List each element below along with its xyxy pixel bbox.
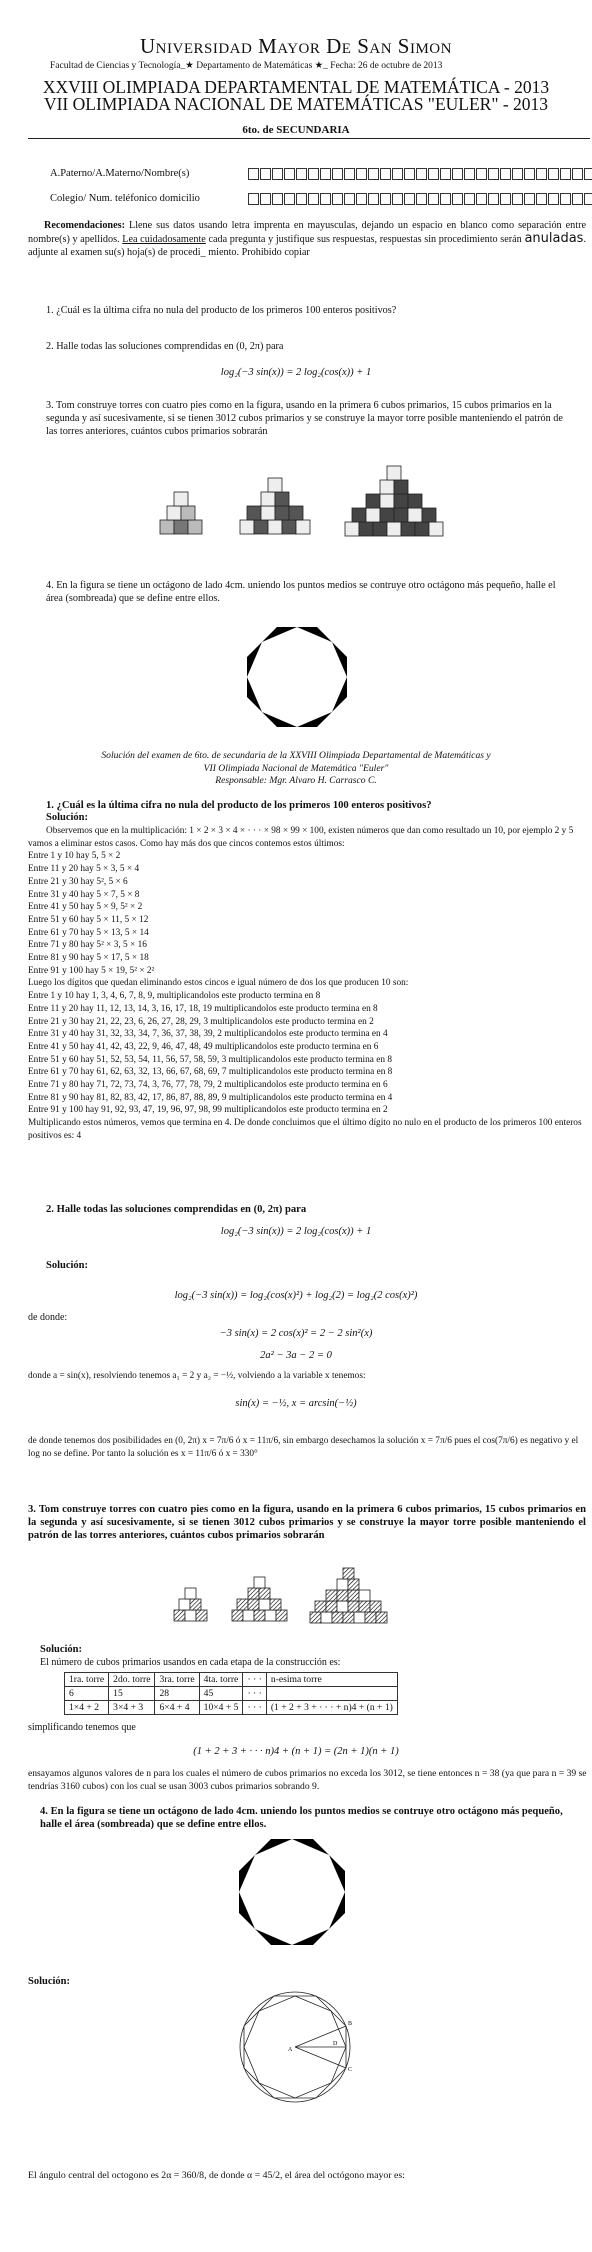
letter-box[interactable] — [296, 193, 307, 205]
table-row — [65, 1687, 398, 1701]
table-cell: 45 — [199, 1687, 243, 1701]
letter-box[interactable] — [416, 193, 427, 205]
letter-box[interactable] — [332, 168, 343, 180]
octagon-figure-2 — [237, 1837, 347, 1947]
sol3-label: Solución: — [40, 1644, 83, 1655]
question-1: 1. ¿Cuál es la última cifra no nula del producto de los primeros 100 enteros positivos? — [46, 305, 397, 316]
letter-box[interactable] — [440, 193, 451, 205]
letter-box[interactable] — [260, 193, 271, 205]
octagon-figure — [245, 625, 349, 729]
letter-box[interactable] — [320, 168, 331, 180]
table-cell: 15 — [109, 1687, 155, 1701]
letter-box[interactable] — [548, 193, 559, 205]
sol3-eq: (1 + 2 + 3 + · · · n)4 + (n + 1) = (2n + 1)(n + 1) — [193, 1746, 399, 1757]
sol2-sub: donde a = sin(x), resolviendo tenemos a₁ = 2 y a₂ = −½, volviendo a la variable x tenemos: — [28, 1371, 366, 1381]
letter-box[interactable] — [404, 193, 415, 205]
letter-box[interactable] — [488, 193, 499, 205]
letter-box[interactable] — [320, 193, 331, 205]
letter-box[interactable] — [476, 168, 487, 180]
sol3-simp: simplificando tenemos que — [28, 1722, 136, 1733]
recommendations: Recomendaciones: Llene sus datos usando letra imprenta en mayusculas, dejando un espacio en blanco como separación entre nombre(s) y apellidos. Lea cuidadosamente cada pregunta y justifique sus respuestas, respuestas sin procedimiento serán anuladas. adjunte al examen su(s) hoja(s) de procedi_ miento. Prohibido copiar — [28, 220, 586, 258]
list-item: Entre 41 y 50 hay 5 × 9, 5² × 2 — [28, 902, 143, 913]
sol2-end: de donde tenemos dos posibilidades en (0, 2π) x = 7π/6 ó x = 11π/6, sin embargo desechamos la solución x = 7π/6 pues el cos(7π/6) es negativo y el log no se define. Por tanto la solución es x = 11π/6 ó x = 330° — [28, 1436, 579, 1459]
svg-text:D: D — [333, 2041, 338, 2047]
list-item: Entre 21 y 30 hay 5², 5 × 6 — [28, 876, 128, 887]
star-icon: ★ — [314, 61, 324, 71]
letter-box[interactable] — [584, 193, 592, 205]
letter-box[interactable] — [440, 168, 451, 180]
table-row — [65, 1701, 398, 1715]
list-item: Entre 41 y 50 hay 41, 42, 43, 22, 9, 46, 47, 48, 49 multiplicandolos este producto termina en 6 — [28, 1041, 379, 1052]
sol2-from: de donde: — [28, 1312, 68, 1323]
letter-box[interactable] — [584, 168, 592, 180]
letter-box[interactable] — [476, 193, 487, 205]
letter-box[interactable] — [368, 168, 379, 180]
letter-box[interactable] — [488, 168, 499, 180]
letter-box[interactable] — [380, 168, 391, 180]
letter-box[interactable] — [500, 168, 511, 180]
table-cell: n-esima torre — [266, 1673, 397, 1687]
letter-box[interactable] — [572, 168, 583, 180]
letter-box[interactable] — [260, 168, 271, 180]
question-2: 2. Halle todas las soluciones comprendidas en (0, 2π) para — [46, 341, 284, 352]
list-item: Entre 31 y 40 hay 31, 32, 33, 34, 7, 36, 37, 38, 39, 2 multiplicandolos este producto termina en 4 — [28, 1029, 388, 1040]
table-cell: 28 — [155, 1687, 199, 1701]
divider — [28, 138, 590, 139]
letter-box[interactable] — [428, 168, 439, 180]
letter-box[interactable] — [536, 193, 547, 205]
table-cell: 3×4 + 3 — [109, 1701, 155, 1715]
faculty-line: Facultad de Ciencias y Tecnología_★ Departamento de Matemáticas ★_ Fecha: 26 de octubre de 2013 — [50, 61, 443, 71]
olimpiada-title-2: VII OLIMPIADA NACIONAL DE MATEMÁTICAS "EULER" - 2013 — [43, 94, 549, 114]
name-input-boxes[interactable] — [248, 168, 592, 180]
table-cell: 6 — [65, 1687, 109, 1701]
octagon-construction-figure — [230, 1985, 360, 2110]
letter-box[interactable] — [572, 193, 583, 205]
digits-list — [28, 990, 588, 1117]
letter-box[interactable] — [428, 193, 439, 205]
tower-2 — [240, 478, 310, 534]
towers-figure — [140, 460, 480, 550]
sol2-eq-title: log₂(−3 sin(x)) = 2 log₂(cos(x)) + 1 — [220, 1226, 372, 1237]
letter-box[interactable] — [284, 193, 295, 205]
list-item: Entre 21 y 30 hay 21, 22, 23, 6, 26, 27, 28, 29, 3 multiplicandolos este producto termina en 2 — [28, 1016, 374, 1027]
table-cell: 10×4 + 5 — [199, 1701, 243, 1715]
letter-box[interactable] — [380, 193, 391, 205]
table-cell: · · · — [243, 1687, 266, 1701]
letter-box[interactable] — [284, 168, 295, 180]
grade-title: 6to. de SECUNDARIA — [242, 124, 350, 136]
list-item: Entre 11 y 20 hay 5 × 3, 5 × 4 — [28, 864, 140, 875]
sol2-eq2: −3 sin(x) = 2 cos(x)² = 2 − 2 sin²(x) — [219, 1328, 373, 1339]
sol2-eq3: 2a² − 3a − 2 = 0 — [260, 1350, 332, 1361]
list-item: Entre 91 y 100 hay 91, 92, 93, 47, 19, 96, 97, 98, 99 multiplicandolos este producto termina en 2 — [28, 1105, 388, 1116]
letter-box[interactable] — [512, 168, 523, 180]
sol3-intro: El número de cubos primarios usandos en cada etapa de la construcción es: — [40, 1657, 341, 1668]
towers-figure-hatched — [170, 1560, 420, 1630]
sol1-title: 1. ¿Cuál es la última cifra no nula del producto de los primeros 100 enteros positivos? — [46, 800, 432, 811]
question-3: 3. Tom construye torres con cuatro pies como en la figura, usando en la primera 6 cubos primarios, 15 cubos primarios en la segunda y así sucesivamente, si se tienen 3012 cubos primarios y se construye la mayor torre posible manteniendo el patrón de las torres anteriores, cuántos cubos primarios sobrarán — [46, 400, 563, 437]
list-item: Entre 51 y 60 hay 51, 52, 53, 54, 11, 56, 57, 58, 59, 3 multiplicandolos este producto termina en 8 — [28, 1054, 392, 1065]
letter-box[interactable] — [392, 193, 403, 205]
list-item: Entre 61 y 70 hay 5 × 13, 5 × 14 — [28, 927, 149, 938]
letter-box[interactable] — [248, 168, 259, 180]
sol2-eq4: sin(x) = −½, x = arcsin(−½) — [235, 1398, 357, 1409]
letter-box[interactable] — [524, 168, 535, 180]
letter-box[interactable] — [560, 168, 571, 180]
letter-box[interactable] — [404, 168, 415, 180]
letter-box[interactable] — [368, 193, 379, 205]
university-title: Universidad Mayor De San Simon — [140, 34, 452, 58]
star-icon: ★ — [185, 61, 194, 71]
table-cell: 1×4 + 2 — [65, 1701, 109, 1715]
letter-box[interactable] — [560, 193, 571, 205]
table-cell: (1 + 2 + 3 + · · · + n)4 + (n + 1) — [266, 1701, 397, 1715]
tower-1 — [160, 492, 202, 534]
table-cell: 1ra. torre — [65, 1673, 109, 1687]
letter-box[interactable] — [308, 193, 319, 205]
sol2-title: 2. Halle todas las soluciones comprendidas en (0, 2π) para — [46, 1204, 307, 1215]
svg-text:C: C — [348, 2067, 353, 2073]
school-input-boxes[interactable] — [248, 193, 592, 205]
sol2-eq1: log₂(−3 sin(x)) = log₂(cos(x)²) + log₂(2) = log₂(2 cos(x)²) — [174, 1290, 418, 1301]
letter-box[interactable] — [356, 193, 367, 205]
table-cell: 4ta. torre — [199, 1673, 243, 1687]
svg-text:A: A — [288, 2047, 293, 2053]
list-item: Entre 91 y 100 hay 5 × 19, 5² × 2² — [28, 965, 155, 976]
table-cell: 2do. torre — [109, 1673, 155, 1687]
sol4-label: Solución: — [28, 1976, 71, 1987]
letter-box[interactable] — [344, 168, 355, 180]
sol2-label: Solución: — [46, 1260, 89, 1271]
letter-box[interactable] — [344, 193, 355, 205]
school-label: Colegio/ Num. teléfonico domicilio — [50, 193, 200, 204]
letter-box[interactable] — [308, 168, 319, 180]
fives-list — [28, 850, 588, 977]
letter-box[interactable] — [464, 168, 475, 180]
list-item: Entre 61 y 70 hay 61, 62, 63, 32, 13, 66, 67, 68, 69, 7 multiplicandolos este producto termina en 8 — [28, 1067, 393, 1078]
letter-box[interactable] — [524, 193, 535, 205]
sol3-end: ensayamos algunos valores de n para los cuales el número de cubos primarios no exceda los 3012, se tiene entonces n = 38 (ya que para n = 39 se tendrías 3160 cubos) con los cual se usan 3003 cubos primarios sobrando 9. — [28, 1768, 587, 1792]
svg-text:B: B — [348, 2021, 353, 2027]
tower-3 — [345, 466, 443, 536]
list-item: Entre 1 y 10 hay 1, 3, 4, 6, 7, 8, 9, multiplicandolos este producto termina en 8 — [28, 991, 321, 1002]
letter-box[interactable] — [356, 168, 367, 180]
solution-header: Solución del examen de 6to. de secundaria de la XXVIII Olimpiada Departamental de Matemáticas y VII Olimpiada Nacional de Matemática "Euler" Responsable: Mgr. Alvaro H. Carrasco C. — [101, 750, 491, 786]
list-item: Entre 81 y 90 hay 5 × 17, 5 × 18 — [28, 953, 149, 964]
sol1-label: Solución: — [46, 812, 89, 823]
table-cell: 3ra. torre — [155, 1673, 199, 1687]
list-item: Entre 1 y 10 hay 5, 5 × 2 — [28, 851, 121, 862]
table-cell: · · · — [243, 1673, 266, 1687]
letter-box[interactable] — [248, 193, 259, 205]
list-item: Entre 51 y 60 hay 5 × 11, 5 × 12 — [28, 914, 149, 925]
list-item: Entre 31 y 40 hay 5 × 7, 5 × 8 — [28, 889, 140, 900]
table-row — [65, 1673, 398, 1687]
sol3-table — [64, 1672, 398, 1715]
table-cell — [266, 1687, 397, 1701]
letter-box[interactable] — [332, 193, 343, 205]
list-item: Entre 81 y 90 hay 81, 82, 83, 42, 17, 86, 87, 88, 89, 9 multiplicandolos este producto termina en 4 — [28, 1092, 393, 1103]
letter-box[interactable] — [536, 168, 547, 180]
letter-box[interactable] — [548, 168, 559, 180]
letter-box[interactable] — [452, 168, 463, 180]
letter-box[interactable] — [272, 168, 283, 180]
sol4-end: El ángulo central del octogono es 2α = 360/8, de donde α = 45/2, el área del octógono mayor es: — [28, 2170, 405, 2181]
name-label: A.Paterno/A.Materno/Nombre(s) — [50, 168, 190, 179]
list-item: Entre 71 y 80 hay 5² × 3, 5 × 16 — [28, 940, 147, 951]
letter-box[interactable] — [416, 168, 427, 180]
letter-box[interactable] — [272, 193, 283, 205]
letter-box[interactable] — [296, 168, 307, 180]
letter-box[interactable] — [452, 193, 463, 205]
sol1-body: Observemos que en la multiplicación: 1 × 2 × 3 × 4 × · · · × 98 × 99 × 100, existen números que dan como resultado un 10, por ejemplo 2 y 5 vamos a eliminar estos casos. Como hay más dos que cincos contemos estos últimos: Entre 1 y 10 hay 5, 5 × 2 Entre 11 y 20 hay 5 × 3, 5 × 4 Entre 21 y 30 hay 5², 5 × 6 Entre 31 y 40 hay 5 × 7, 5 × 8 Entre 41 y 50 hay 5 × 9, 5² × 2 Entre 51 y 60 hay 5 × 11, 5 × 12 Entre 61 y 70 hay 5 × 13, 5 × 14 Entre 71 y 80 hay 5² × 3, 5 × 16 Entre 81 y 90 hay 5 × 17, 5 × 18 Entre 91 y 100 hay 5 × 19, 5² × 2² Luego los dígitos que quedan eliminando estos cincos e igual número de dos los que producen 10 son: Entre 1 y 10 hay 1, 3, 4, 6, 7, 8, 9, multiplicandolos este producto termina en 8 Entre 11 y 20 hay 11, 12, 13, 14, 3, 16, 17, 18, 19 multiplicandolos este producto termina en 8 Entre 21 y 30 hay 21, 22, 23, 6, 26, 27, 28, 29, 3 multiplicandolos este producto termina en 2 Entre 31 y 40 hay 31, 32, 33, 34, 7, 36, 37, 38, 39, 2 multiplicandolos este producto termina en 4 Entre 41 y 50 hay 41, 42, 43, 22, 9, 46, 47, 48, 49 multiplicandolos este producto termina en 6 Entre 51 y 60 hay 51, 52, 53, 54, 11, 56, 57, 58, 59, 3 multiplicandolos este producto termina en 8 Entre 61 y 70 hay 61, 62, 63, 32, 13, 66, 67, 68, 69, 7 multiplicandolos este producto termina en 8 Entre 71 y 80 hay 71, 72, 73, 74, 3, 76, 77, 78, 79, 2 multiplicandolos este producto termina en 6 Entre 81 y 90 hay 81, 82, 83, 42, 17, 86, 87, 88, 89, 9 multiplicandolos este producto termina en 4 Entre 91 y 100 hay 91, 92, 93, 47, 19, 96, 97, 98, 99 multiplicandolos este producto termina en 2 Multiplicando estos números, vemos que termina en 4. De donde concluimos que el último dígito no nulo en el producto de los primeros 100 enteros positivos es: 4 — [28, 825, 588, 1143]
letter-box[interactable] — [392, 168, 403, 180]
letter-box[interactable] — [512, 193, 523, 205]
letter-box[interactable] — [464, 193, 475, 205]
question-2-equation: log₂(−3 sin(x)) = 2 log₂(cos(x)) + 1 — [220, 367, 372, 378]
list-item: Entre 11 y 20 hay 11, 12, 13, 14, 3, 16, 17, 18, 19 multiplicandolos este producto termina en 8 — [28, 1003, 378, 1014]
table-cell: 6×4 + 4 — [155, 1701, 199, 1715]
sol4-title: 4. En la figura se tiene un octágono de lado 4cm. uniendo los puntos medios se contruye otro octágono más pequeño, halle el área (sombreada) que se define entre ellos. — [40, 1806, 563, 1830]
olimpiada-title-1: XXVIII OLIMPIADA DEPARTAMENTAL DE MATEMÁTICA - 2013 — [42, 77, 550, 97]
list-item: Entre 71 y 80 hay 71, 72, 73, 74, 3, 76, 77, 78, 79, 2 multiplicandolos este producto termina en 6 — [28, 1080, 388, 1091]
table-cell: · · · — [243, 1701, 266, 1715]
sol3-title: 3. Tom construye torres con cuatro pies como en la figura, usando en la primera 6 cubos primarios, 15 cubos primarios en la segunda y así sucesivamente, si se tienen 3012 cubos primarios y se construye la mayor torre posible manteniendo el patrón de las torres anteriores, cuántos cubos primarios sobrarán — [28, 1504, 586, 1541]
question-4: 4. En la figura se tiene un octágono de lado 4cm. uniendo los puntos medios se contruye otro octágono más pequeño, halle el área (sombreada) que se define entre ellos. — [46, 580, 556, 604]
letter-box[interactable] — [500, 193, 511, 205]
